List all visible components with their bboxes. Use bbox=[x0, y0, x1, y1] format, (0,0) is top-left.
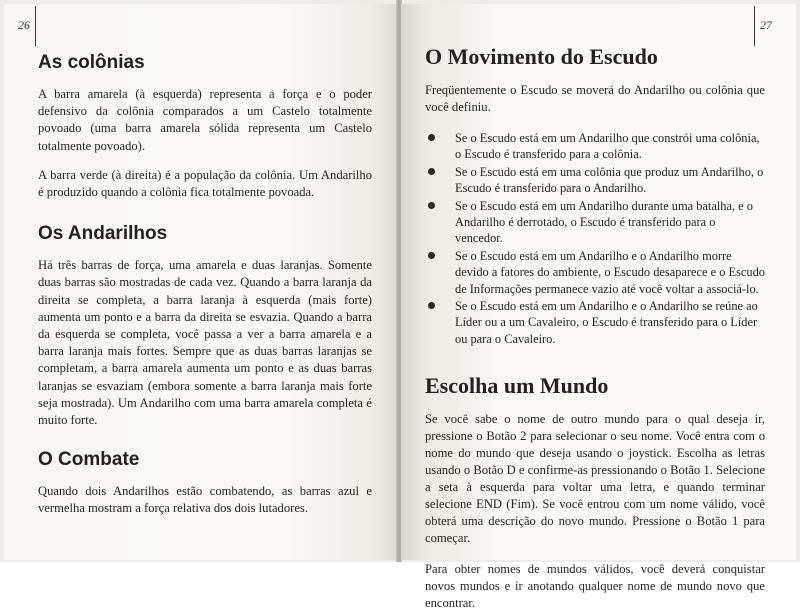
colonias-paragraph-1: A barra amarela (à esquerda) representa a força e o poder defensivo da colônia comparados a um Castelo totalmente povoado (uma barra amarela sólida representa um Castelo totalmente povoado). bbox=[38, 87, 372, 153]
bullet-text: Se o Escudo está em um Andarilho que constrói uma colônia, o Escudo é transferido para a colônia. bbox=[455, 131, 760, 162]
list-item bbox=[425, 198, 765, 247]
left-page-content bbox=[38, 52, 372, 518]
bullet-text: Se o Escudo está em um Andarilho e o Andarilho se reúne ao Líder ou a um Cavaleiro, o Escudo é transferido para o Líder ou para o Cavaleiro. bbox=[455, 299, 758, 346]
section-heading-movimento: O Movimento do Escudo bbox=[425, 44, 658, 69]
bullet-text: Se o Escudo está em um Andarilho e o Andarilho morre devido a fatores do ambiente, o Escudo desaparece e o Escudo de Informações permanece vazio até você voltar a associá-lo. bbox=[455, 248, 765, 296]
section-heading-combate: O Combate bbox=[38, 449, 140, 471]
combate-paragraph-1: Quando dois Andarilhos estão combatendo, as barras azul e vermelha mostram a força relativa dos dois lutadores. bbox=[38, 484, 372, 516]
list-item bbox=[425, 298, 765, 347]
bullet-dot-icon bbox=[428, 252, 435, 259]
bullet-text: Se o Escudo está em um Andarilho durante uma batalha, e o Andarilho é derrotado, o Escudo é transferido para o vencedor. bbox=[455, 198, 753, 246]
colonias-paragraph-2: A barra verde (à direita) é a população da colônia. Um Andarilho é produzido quando a colônia fica totalmente povoada. bbox=[38, 167, 372, 200]
section-heading-andarilhos: Os Andarilhos bbox=[38, 223, 168, 245]
bullet-dot-icon bbox=[428, 302, 435, 309]
bullet-dot-icon bbox=[428, 134, 435, 141]
escolha-paragraph-1: Se você sabe o nome de outro mundo para o qual deseja ir, pressione o Botão 2 para selecionar o seu nome. Você entra com o nome do mundo que deseja usando o joystick. Escolha as letras usando o Botão D e confirme-as pressionando o Botão 1. Selecione a seta à esquerda para voltar uma letra, e quando terminar selecione END (Fim). Se você entrou com um nome válido, você obterá uma descrição do novo mundo. Pressione o Botão 1 para começar. bbox=[425, 412, 765, 546]
right-page bbox=[401, 4, 796, 611]
bullet-text: Se o Escudo está em uma colônia que produz um Andarilho, o Escudo é transferido para o Andarilho. bbox=[455, 164, 764, 196]
list-item bbox=[425, 248, 765, 297]
andarilhos-paragraph-1: Há três barras de força, uma amarela e duas laranjas. Somente duas barras são mostradas de cada vez. Quando a barra laranja da direita se completa, a barra laranja à esquerda (mais forte) aumenta um ponto e a barra da direita se esvazia. Quando a barra da esquerda se completa, você passa a ver a barra amarela e a barra laranja mais fortes. Sempre que as duas barras laranjas se completam, a barra amarela aumenta um ponto e as duas barras laranjas se esvaziam (embora somente a barra laranja mais forte seja mostrada). Um Andarilho com uma barra amarela completa é muito forte. bbox=[38, 258, 372, 428]
left-page-number: 26 bbox=[18, 18, 30, 32]
section-heading-colonias: As colônias bbox=[38, 52, 145, 73]
movimento-intro: Freqüentemente o Escudo se moverá do Andarilho ou colônia que você definiu. bbox=[425, 83, 765, 114]
movimento-bullet-list bbox=[425, 130, 765, 347]
escolha-paragraph-2: Para obter nomes de mundos válidos, você deverá conquistar novos mundos e ir anotando qualquer nome de mundo novo que encontrar. bbox=[425, 562, 765, 611]
right-page-number: 27 bbox=[760, 18, 772, 32]
left-page bbox=[4, 4, 397, 560]
list-item bbox=[425, 164, 765, 197]
right-page-content bbox=[425, 44, 765, 612]
list-item bbox=[425, 130, 765, 163]
right-margin-rule bbox=[754, 6, 755, 46]
left-margin-rule bbox=[35, 6, 36, 46]
bullet-dot-icon bbox=[428, 202, 435, 209]
section-heading-escolha-mundo: Escolha um Mundo bbox=[425, 373, 609, 399]
bullet-dot-icon bbox=[428, 168, 435, 175]
